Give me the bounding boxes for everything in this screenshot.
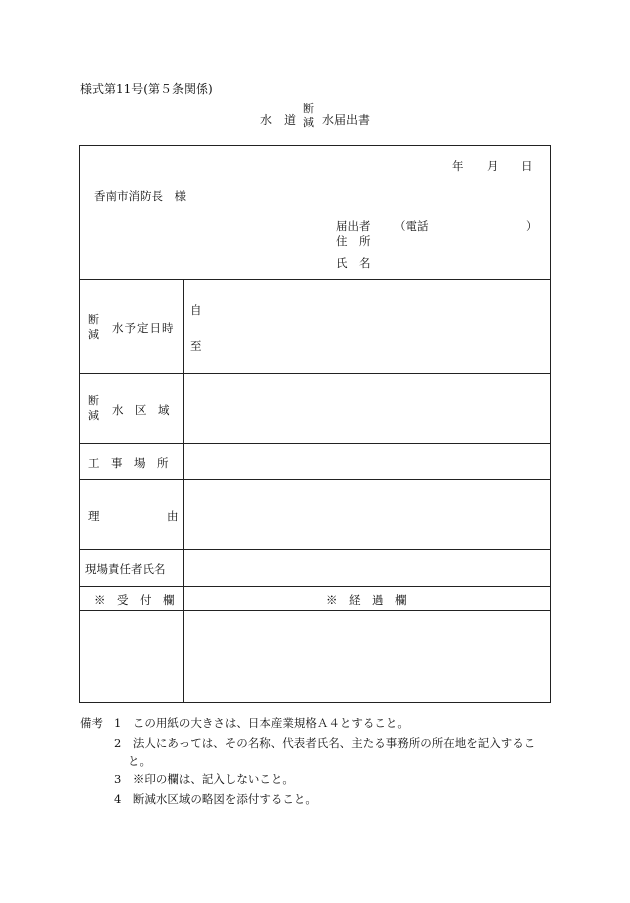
reason-label-left: 理 — [88, 509, 100, 523]
to-label: 至 — [190, 339, 202, 353]
title-stacked-top: 断 — [303, 102, 314, 115]
addressee: 香南市消防長 様 — [94, 189, 186, 203]
schedule-label: 水予定日時 — [112, 321, 175, 335]
title-stacked-bottom: 減 — [303, 116, 314, 129]
phone-label: （電話 — [394, 219, 429, 233]
notes-heading: 備考 — [80, 716, 103, 730]
note-item: 3 ※印の欄は、記入しないこと。 — [114, 772, 294, 786]
form-number: 様式第11号(第５条関係) — [80, 82, 213, 96]
applicant-label: 届出者 — [336, 219, 371, 233]
address-label: 住 所 — [336, 234, 371, 248]
document-title — [260, 103, 380, 133]
year-label: 年 — [452, 159, 464, 173]
month-label: 月 — [487, 159, 499, 173]
area-stacked-bottom: 減 — [88, 409, 99, 422]
divider-site — [79, 479, 551, 480]
column-divider — [183, 279, 184, 703]
divider-manager — [79, 586, 551, 587]
schedule-stacked-characters — [88, 312, 99, 342]
from-label: 自 — [190, 303, 202, 317]
title-stacked-characters — [303, 102, 314, 130]
manager-label: 現場責任者氏名 — [85, 562, 166, 576]
divider-schedule — [79, 373, 551, 374]
divider-area — [79, 443, 551, 444]
note-item: 2 法人にあっては、その名称、代表者氏名、主たる事務所の所在地を記入するこ — [114, 736, 536, 750]
note-item: 4 断減水区域の略図を添付すること。 — [114, 792, 317, 806]
area-label: 水 区 域 — [112, 403, 170, 417]
area-stacked-characters — [88, 393, 99, 423]
progress-column-header: ※ 経 過 欄 — [326, 593, 407, 607]
note-item: 1 この用紙の大きさは、日本産業規格Ａ４とすること。 — [114, 716, 409, 730]
name-label: 氏 名 — [336, 256, 371, 270]
reception-column-header: ※ 受 付 欄 — [94, 593, 175, 607]
day-label: 日 — [521, 159, 533, 173]
note-item-continuation: と。 — [128, 754, 151, 768]
area-stacked-top: 断 — [88, 394, 99, 407]
reason-label-right: 由 — [167, 509, 179, 523]
divider-header — [79, 279, 551, 280]
schedule-stacked-bottom: 減 — [88, 328, 99, 341]
schedule-stacked-top: 断 — [88, 313, 99, 326]
form-table — [79, 145, 551, 703]
title-part-3: 水届出書 — [322, 113, 371, 127]
site-label: 工 事 場 所 — [88, 456, 169, 470]
divider-column-headers — [79, 610, 551, 611]
phone-close: ） — [526, 219, 538, 233]
title-part-1: 水 道 — [260, 113, 297, 127]
divider-reason — [79, 549, 551, 550]
